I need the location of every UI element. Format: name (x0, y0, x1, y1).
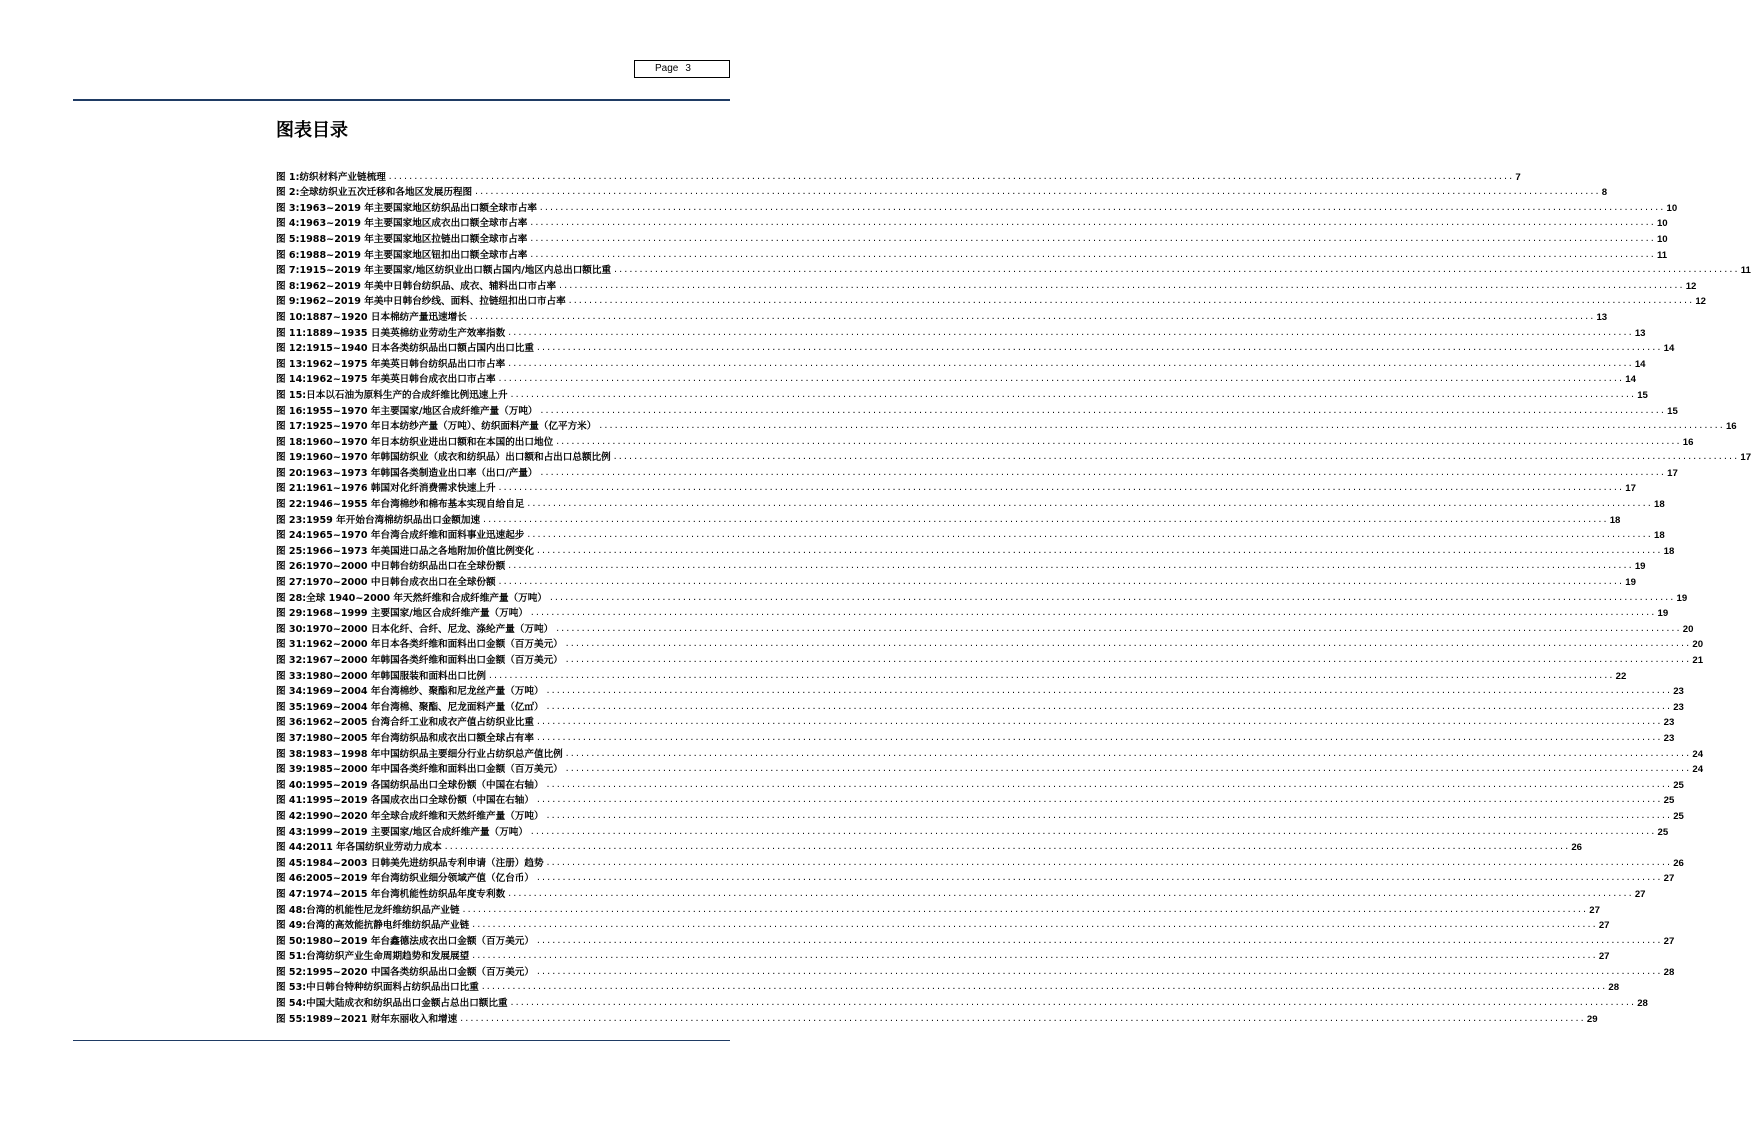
toc-entry-label: 图 49: (276, 920, 307, 932)
toc-entry-title[interactable]: 1915~2019 年主要国家/地区纺织业出口额占国内/地区内总出口额比重 (299, 265, 612, 277)
toc-entry-title[interactable]: 1999~2019 主要国家/地区合成纤维产量（万吨） (306, 826, 528, 838)
toc-entry-title[interactable]: 中日韩台特种纺织面料占纺织品出口比重 (306, 982, 479, 994)
toc-entry[interactable] (276, 526, 1665, 542)
toc-entry[interactable] (276, 541, 1675, 557)
toc-entry-title[interactable]: 1980~2000 年韩国服装和面料出口比例 (306, 670, 487, 682)
toc-leader-dots: ............................................................................................................................................................................................................................ (545, 810, 1672, 820)
toc-entry-page[interactable]: 15 (1637, 389, 1648, 401)
toc-entry[interactable] (276, 728, 1675, 744)
toc-entry-label: 图 30: (276, 623, 307, 635)
toc-entry-label: 图 2: (276, 187, 300, 199)
toc-entry-page[interactable]: 11 (1656, 249, 1668, 261)
toc-entry-title[interactable]: 台湾的高效能抗静电纤维纺织品产业链 (306, 920, 470, 932)
toc-entry-label: 图 28: (276, 592, 307, 604)
toc-entry-page[interactable]: 24 (1692, 764, 1704, 776)
toc-entry-page[interactable]: 13 (1634, 327, 1646, 339)
toc-entry-page[interactable]: 13 (1596, 311, 1608, 323)
toc-leader-dots: ............................................................................................................................................................................................................................ (529, 826, 1656, 836)
toc-entry-label: 图 37: (276, 732, 307, 744)
toc-entry-label: 图 46: (276, 873, 307, 885)
toc-entry[interactable] (276, 791, 1675, 807)
toc-entry-label: 图 21: (276, 483, 307, 495)
toc-entry-page[interactable]: 25 (1673, 810, 1684, 822)
toc-leader-dots: ............................................................................................................................................................................................................................ (443, 842, 1570, 852)
toc-entry[interactable] (276, 370, 1636, 386)
toc-entry[interactable] (276, 214, 1668, 230)
toc-entry-page[interactable]: 17 (1667, 467, 1678, 479)
toc-leader-dots: ............................................................................................................................................................................................................................ (545, 686, 1672, 696)
toc-entry-title[interactable]: 1980~2005 年台湾纺织品和成衣出口额全球占有率 (306, 732, 534, 744)
toc-entry-page[interactable]: 27 (1598, 951, 1610, 963)
toc-leader-dots: ............................................................................................................................................................................................................................ (471, 951, 1597, 961)
toc-entry[interactable] (276, 682, 1684, 698)
toc-leader-dots: ............................................................................................................................................................................................................................ (507, 358, 1633, 368)
toc-entry-label: 图 4: (276, 218, 300, 230)
toc-entry-page[interactable]: 14 (1634, 358, 1646, 370)
toc-entry-label: 图 39: (276, 764, 307, 776)
toc-entry-page[interactable]: 27 (1598, 920, 1610, 932)
toc-entry-page[interactable]: 19 (1676, 592, 1688, 604)
toc-leader-dots: ............................................................................................................................................................................................................................ (564, 639, 1691, 649)
toc-entry[interactable] (276, 261, 1751, 277)
toc-entry-label: 图 45: (276, 857, 307, 869)
toc-entry[interactable] (276, 307, 1608, 323)
toc-entry-page[interactable]: 20 (1682, 623, 1694, 635)
toc-entry-label: 图 19: (276, 452, 307, 464)
toc-entry-page[interactable]: 23 (1663, 732, 1675, 744)
toc-entry-label: 图 29: (276, 608, 307, 620)
toc-entry[interactable] (276, 697, 1684, 713)
toc-entry-title[interactable]: 全球纺织业五次迁移和各地区发展历程图 (299, 187, 473, 199)
toc-entry-label: 图 55: (276, 1013, 307, 1025)
toc-leader-dots: ............................................................................................................................................................................................................................ (555, 436, 1681, 446)
toc-entry-title[interactable]: 1960~1970 年韩国纺织业（成衣和纺织品）出口额和占出口总额比例 (306, 452, 611, 464)
toc-leader-dots: ............................................................................................................................................................................................................................ (545, 701, 1672, 711)
toc-heading: 图表目录 (276, 120, 348, 141)
toc-leader-dots: ............................................................................................................................................................................................................................ (497, 483, 1624, 493)
toc-entry[interactable] (276, 557, 1646, 573)
toc-entry-label: 图 41: (276, 795, 307, 807)
toc-entry-title[interactable]: 1960~1970 年日本纺织业进出口额和在本国的出口地位 (306, 436, 554, 448)
toc-entry-page[interactable]: 25 (1673, 779, 1684, 791)
toc-entry[interactable] (276, 744, 1704, 760)
toc-entry[interactable] (276, 292, 1706, 308)
toc-entry-label: 图 40: (276, 779, 307, 791)
toc-entry-label: 图 22: (276, 499, 307, 511)
toc-leader-dots: ............................................................................................................................................................................................................................ (468, 311, 1595, 321)
toc-leader-dots: ............................................................................................................................................................................................................................ (488, 670, 1614, 680)
toc-entry-page[interactable]: 23 (1673, 686, 1684, 698)
toc-entry-page[interactable]: 18 (1654, 499, 1665, 511)
toc-entry-label: 图 26: (276, 561, 307, 573)
toc-entry[interactable] (276, 978, 1620, 994)
toc-entry[interactable] (276, 775, 1684, 791)
toc-entry-label: 图 31: (276, 639, 307, 651)
toc-entry-label: 图 5: (276, 233, 300, 245)
toc-entry-label: 图 27: (276, 577, 307, 589)
toc-entry-label: 图 11: (276, 327, 307, 339)
toc-leader-dots: ............................................................................................................................................................................................................................ (558, 280, 1684, 290)
toc-entry-title[interactable]: 纺织材料产业链梳理 (299, 171, 386, 183)
toc-leader-dots: ............................................................................................................................................................................................................................ (509, 389, 1636, 399)
toc-entry-page[interactable]: 12 (1695, 296, 1706, 308)
page-label: Page (655, 63, 679, 74)
toc-entry-title[interactable]: 1969~2004 年台湾棉、聚酯、尼龙面料产量（亿㎡） (306, 701, 544, 713)
figure-list (276, 167, 1751, 1025)
toc-entry-title[interactable]: 1990~2020 年全球合成纤维和天然纤维产量（万吨） (306, 810, 544, 822)
toc-entry[interactable] (276, 650, 1704, 666)
toc-entry[interactable] (276, 635, 1704, 651)
toc-entry-page[interactable]: 27 (1589, 904, 1600, 916)
toc-entry-label: 图 42: (276, 810, 307, 822)
toc-entry-page[interactable]: 27 (1663, 873, 1675, 885)
toc-entry[interactable] (276, 993, 1648, 1010)
toc-entry-title[interactable]: 1963~2019 年主要国家地区成衣出口额全球市占率 (299, 218, 528, 230)
toc-entry[interactable] (276, 463, 1678, 479)
toc-entry[interactable] (276, 417, 1737, 433)
toc-entry-title[interactable]: 1963~1973 年韩国各类制造业出口率（出口/产量） (306, 467, 538, 479)
toc-entry-label: 图 10: (276, 311, 307, 323)
toc-entry-label: 图 12: (276, 343, 307, 355)
toc-entry-page[interactable]: 10 (1656, 233, 1668, 245)
toc-entry-label: 图 43: (276, 826, 307, 838)
toc-leader-dots: ............................................................................................................................................................................................................................ (555, 623, 1681, 633)
toc-leader-dots: ............................................................................................................................................................................................................................ (480, 982, 1607, 992)
toc-leader-dots: ............................................................................................................................................................................................................................ (536, 795, 1662, 805)
toc-leader-dots: ............................................................................................................................................................................................................................ (539, 405, 1666, 415)
toc-entry-title[interactable]: 1963~2019 年主要国家地区纺织品出口额全球市占率 (299, 202, 537, 214)
toc-entry-page[interactable]: 26 (1673, 857, 1684, 869)
toc-entry-label: 图 24: (276, 530, 307, 542)
toc-entry[interactable] (276, 869, 1675, 885)
toc-entry-label: 图 35: (276, 701, 307, 713)
toc-leader-dots: ............................................................................................................................................................................................................................ (536, 732, 1662, 742)
toc-entry-label: 图 33: (276, 670, 307, 682)
toc-entry-label: 图 7: (276, 265, 300, 277)
header-rule (73, 99, 730, 101)
toc-entry-title[interactable]: 1962~2000 年日本各类纤维和面料出口金额（百万美元） (306, 639, 563, 651)
toc-entry[interactable] (276, 401, 1678, 417)
toc-entry-page[interactable]: 18 (1609, 514, 1621, 526)
toc-entry-page[interactable]: 20 (1692, 639, 1704, 651)
toc-entry[interactable] (276, 931, 1675, 947)
toc-entry-title[interactable]: 台湾纺织产业生命周期趋势和发展展望 (306, 951, 470, 963)
toc-entry-title[interactable]: 1989~2021 财年东丽收入和增速 (306, 1013, 458, 1025)
toc-entry[interactable] (276, 916, 1610, 932)
toc-entry-page[interactable]: 23 (1663, 717, 1675, 729)
toc-entry[interactable] (276, 760, 1704, 776)
toc-entry-title[interactable]: 1889~1935 日美英棉纺业劳动生产效率指数 (306, 327, 506, 339)
toc-entry-page[interactable]: 19 (1657, 608, 1669, 620)
toc-entry-title[interactable]: 台湾的机能性尼龙纤维纺织品产业链 (306, 904, 460, 916)
toc-leader-dots: ............................................................................................................................................................................................................................ (536, 966, 1662, 976)
toc-entry-label: 图 34: (276, 686, 307, 698)
toc-entry-page[interactable]: 16 (1725, 421, 1737, 433)
toc-entry-title[interactable]: 1995~2019 各国纺织品出口全球份额（中国在右轴） (306, 779, 544, 791)
toc-entry-label: 图 14: (276, 374, 307, 386)
toc-leader-dots: ............................................................................................................................................................................................................................ (474, 187, 1600, 197)
toc-leader-dots: ............................................................................................................................................................................................................................ (536, 545, 1662, 555)
toc-entry[interactable] (276, 198, 1678, 214)
toc-entry-page[interactable]: 11 (1740, 265, 1751, 277)
toc-leader-dots: ............................................................................................................................................................................................................................ (482, 514, 1608, 524)
toc-entry-page[interactable]: 26 (1571, 842, 1582, 854)
toc-entry-label: 图 32: (276, 655, 307, 666)
toc-entry-page[interactable]: 7 (1515, 171, 1521, 183)
toc-entry[interactable] (276, 276, 1697, 292)
page-number-box (634, 60, 730, 78)
toc-leader-dots: ............................................................................................................................................................................................................................ (564, 764, 1691, 774)
toc-entry-page[interactable]: 25 (1663, 795, 1675, 807)
toc-entry-title[interactable]: 日本以石油为原料生产的合成纤维比例迅速上升 (306, 389, 508, 401)
toc-leader-dots: ............................................................................................................................................................................................................................ (567, 296, 1694, 306)
toc-leader-dots: ............................................................................................................................................................................................................................ (536, 343, 1662, 353)
toc-entry-label: 图 9: (276, 296, 300, 308)
toc-entry-label: 图 52: (276, 966, 307, 978)
toc-entry-page[interactable]: 14 (1663, 343, 1675, 355)
toc-entry[interactable] (276, 822, 1669, 838)
toc-entry-title[interactable]: 1967~2000 年韩国各类纤维和面料出口金额（百万美元） (306, 655, 563, 666)
toc-leader-dots: ............................................................................................................................................................................................................................ (526, 499, 1653, 509)
toc-entry[interactable] (276, 884, 1646, 900)
toc-entry-title[interactable]: 全球 1940~2000 年天然纤维和合成纤维产量（万吨） (306, 592, 547, 604)
toc-entry[interactable] (276, 806, 1684, 822)
toc-entry[interactable] (276, 572, 1636, 589)
toc-entry[interactable] (276, 354, 1646, 370)
toc-leader-dots: ............................................................................................................................................................................................................................ (526, 530, 1653, 540)
page-number: 3 (685, 63, 691, 74)
toc-entry[interactable] (276, 448, 1751, 464)
toc-entry-title[interactable]: 1915~1940 日本各类纺织品出口额占国内出口比重 (306, 343, 534, 355)
toc-entry-label: 图 1: (276, 171, 300, 183)
toc-leader-dots: ............................................................................................................................................................................................................................ (536, 873, 1662, 883)
toc-entry[interactable] (276, 494, 1665, 511)
toc-entry-title[interactable]: 1962~2019 年美中日韩台纱线、面料、拉链纽扣出口市占率 (299, 296, 566, 308)
toc-entry-label: 图 18: (276, 436, 307, 448)
toc-entry-title[interactable]: 1959 年开始台湾棉纺织品出口金额加速 (306, 514, 481, 526)
toc-leader-dots: ............................................................................................................................................................................................................................ (598, 421, 1724, 431)
toc-entry-title[interactable]: 1970~2000 中日韩台纺织品出口在全球份额 (306, 561, 506, 573)
toc-leader-dots: ............................................................................................................................................................................................................................ (613, 265, 1739, 275)
toc-leader-dots: ............................................................................................................................................................................................................................ (529, 218, 1655, 228)
toc-entry-page[interactable]: 15 (1667, 405, 1678, 417)
footer-rule (73, 1040, 730, 1041)
toc-entry-label: 图 17: (276, 421, 307, 433)
toc-entry[interactable] (276, 167, 1521, 183)
toc-entry[interactable] (276, 510, 1621, 526)
toc-entry-title[interactable]: 中国大陆成衣和纺织品出口金额占总出口额比重 (306, 998, 508, 1010)
toc-entry-label: 图 44: (276, 842, 307, 854)
toc-entry-page[interactable]: 21 (1692, 655, 1704, 666)
toc-entry[interactable] (276, 183, 1608, 199)
toc-entry-title[interactable]: 1961~1976 韩国对化纤消费需求快速上升 (306, 483, 496, 495)
toc-entry-title[interactable]: 1988~2019 年主要国家地区钮扣出口额全球市占率 (299, 249, 528, 261)
toc-entry-label: 图 50: (276, 935, 307, 947)
toc-entry-title[interactable]: 1962~1975 年美英日韩台纺织品出口市占率 (306, 358, 506, 370)
toc-entry-page[interactable]: 17 (1625, 483, 1636, 495)
toc-entry-title[interactable]: 1962~2019 年美中日韩台纺织品、成衣、辅料出口市占率 (299, 280, 557, 292)
toc-entry-page[interactable]: 17 (1740, 452, 1751, 464)
toc-leader-dots: ............................................................................................................................................................................................................................ (538, 202, 1665, 212)
toc-entry-label: 图 20: (276, 467, 307, 479)
toc-entry-title[interactable]: 1962~2005 台湾合纤工业和成衣产值占纺织业比重 (306, 717, 534, 729)
toc-entry[interactable] (276, 588, 1688, 604)
toc-entry[interactable] (276, 838, 1582, 854)
toc-entry[interactable] (276, 432, 1694, 448)
toc-entry-title[interactable]: 1946~1955 年台湾棉纱和棉布基本实现自给自足 (306, 499, 525, 511)
toc-entry-page[interactable]: 18 (1654, 530, 1665, 542)
toc-entry-page[interactable]: 28 (1663, 966, 1675, 978)
toc-entry[interactable] (276, 479, 1636, 495)
toc-entry-page[interactable]: 16 (1682, 436, 1694, 448)
toc-leader-dots: ............................................................................................................................................................................................................................ (497, 374, 1624, 384)
toc-entry-label: 图 23: (276, 514, 307, 526)
toc-entry-label: 图 48: (276, 904, 307, 916)
toc-entry[interactable] (276, 245, 1668, 261)
toc-entry-page[interactable]: 10 (1666, 202, 1678, 214)
toc-entry-page[interactable]: 10 (1656, 218, 1668, 230)
toc-leader-dots: ............................................................................................................................................................................................................................ (509, 998, 1636, 1008)
toc-entry-title[interactable]: 2011 年各国纺织业劳动力成本 (306, 842, 442, 854)
toc-entry[interactable] (276, 229, 1668, 245)
toc-entry-title[interactable]: 1985~2000 年中国各类纤维和面料出口金额（百万美元） (306, 764, 563, 776)
toc-leader-dots: ............................................................................................................................................................................................................................ (545, 779, 1672, 789)
toc-entry[interactable] (276, 385, 1648, 401)
toc-leader-dots: ............................................................................................................................................................................................................................ (545, 857, 1672, 867)
toc-entry-title[interactable]: 1962~1975 年美英日韩台成衣出口市占率 (306, 374, 496, 386)
toc-entry-page[interactable]: 18 (1663, 545, 1675, 557)
toc-entry[interactable] (276, 962, 1675, 978)
toc-leader-dots: ............................................................................................................................................................................................................................ (529, 249, 1655, 259)
toc-entry-title[interactable]: 1984~2003 日韩美先进纺织品专利申请（注册）趋势 (306, 857, 544, 869)
toc-entry-page[interactable]: 12 (1685, 280, 1697, 292)
toc-entry[interactable] (276, 713, 1675, 729)
toc-entry-page[interactable]: 24 (1692, 748, 1704, 760)
toc-entry-title[interactable]: 1988~2019 年主要国家地区拉链出口额全球市占率 (299, 233, 528, 245)
toc-leader-dots: ............................................................................................................................................................................................................................ (539, 467, 1666, 477)
toc-leader-dots: ............................................................................................................................................................................................................................ (507, 888, 1633, 898)
toc-entry-page[interactable]: 19 (1634, 561, 1646, 573)
toc-entry-title[interactable]: 1970~2000 中日韩台成衣出口在全球份额 (306, 577, 496, 589)
toc-entry-label: 图 47: (276, 888, 307, 900)
toc-entry-label: 图 13: (276, 358, 307, 370)
toc-entry-title[interactable]: 1968~1999 主要国家/地区合成纤维产量（万吨） (306, 608, 528, 620)
toc-entry[interactable] (276, 666, 1627, 682)
toc-leader-dots: ............................................................................................................................................................................................................................ (471, 920, 1597, 930)
toc-entry-label: 图 36: (276, 717, 307, 729)
toc-entry-title[interactable]: 1969~2004 年台湾棉纱、聚酯和尼龙丝产量（万吨） (306, 686, 544, 698)
toc-leader-dots: ............................................................................................................................................................................................................................ (612, 452, 1739, 462)
toc-leader-dots: ............................................................................................................................................................................................................................ (497, 577, 1624, 587)
toc-entry-label: 图 53: (276, 982, 307, 994)
toc-entry-page[interactable]: 27 (1634, 888, 1646, 900)
toc-entry-page[interactable]: 25 (1657, 826, 1669, 838)
toc-entry-title[interactable]: 1974~2015 年台湾机能性纺织品年度专利数 (306, 888, 506, 900)
toc-leader-dots: ............................................................................................................................................................................................................................ (548, 592, 1675, 602)
toc-entry-title[interactable]: 2005~2019 年台湾纺织业细分领域产值（亿台币） (306, 873, 534, 885)
toc-leader-dots: ............................................................................................................................................................................................................................ (529, 608, 1656, 618)
toc-entry[interactable] (276, 323, 1646, 339)
toc-entry-label: 图 16: (276, 405, 307, 417)
toc-leader-dots: ............................................................................................................................................................................................................................ (459, 1013, 1585, 1023)
toc-entry-label: 图 3: (276, 202, 300, 214)
toc-leader-dots: ............................................................................................................................................................................................................................ (564, 655, 1691, 664)
toc-entry[interactable] (276, 1009, 1598, 1025)
toc-entry-label: 图 54: (276, 998, 307, 1010)
toc-entry[interactable] (276, 900, 1600, 916)
toc-entry-title[interactable]: 1955~1970 年主要国家/地区合成纤维产量（万吨） (306, 405, 538, 417)
toc-entry-title[interactable]: 1980~2019 年台鑫德法成衣出口金额（百万美元） (306, 935, 534, 947)
toc-entry-page[interactable]: 8 (1601, 187, 1608, 199)
toc-entry-page[interactable]: 19 (1625, 577, 1636, 589)
toc-entry[interactable] (276, 853, 1684, 869)
toc-entry-page[interactable]: 14 (1625, 374, 1636, 386)
toc-leader-dots: ............................................................................................................................................................................................................................ (387, 171, 1514, 181)
toc-entry-title[interactable]: 1995~2019 各国成衣出口全球份额（中国在右轴） (306, 795, 534, 807)
toc-entry-label: 图 51: (276, 951, 307, 963)
toc-entry-page[interactable]: 27 (1663, 935, 1675, 947)
toc-entry-label: 图 25: (276, 545, 307, 557)
toc-leader-dots: ............................................................................................................................................................................................................................ (529, 233, 1655, 243)
toc-entry-label: 图 8: (276, 280, 300, 292)
toc-entry-title[interactable]: 1925~1970 年日本纺纱产量（万吨）、纺织面料产量（亿平方米） (306, 421, 597, 433)
toc-entry-label: 图 38: (276, 748, 307, 760)
toc-entry-title[interactable]: 1887~1920 日本棉纺产量迅速增长 (306, 311, 467, 323)
toc-leader-dots: ............................................................................................................................................................................................................................ (564, 748, 1691, 758)
toc-entry-page[interactable]: 28 (1637, 998, 1648, 1010)
toc-entry[interactable] (276, 339, 1675, 355)
toc-leader-dots: ............................................................................................................................................................................................................................ (507, 561, 1633, 571)
toc-entry-page[interactable]: 23 (1673, 701, 1684, 713)
toc-entry-label: 图 15: (276, 389, 307, 401)
toc-entry-title[interactable]: 1983~1998 年中国纺织品主要细分行业占纺织总产值比例 (306, 748, 563, 760)
toc-entry-title[interactable]: 1995~2020 中国各类纺织品出口金额（百万美元） (306, 966, 534, 978)
toc-leader-dots: ............................................................................................................................................................................................................................ (461, 904, 1588, 914)
toc-entry-page[interactable]: 22 (1615, 670, 1627, 682)
toc-entry[interactable] (276, 619, 1694, 635)
toc-entry-title[interactable]: 1966~1973 年美国进口品之各地附加价值比例变化 (306, 545, 534, 557)
toc-entry-page[interactable]: 29 (1586, 1013, 1598, 1025)
toc-leader-dots: ............................................................................................................................................................................................................................ (536, 717, 1662, 727)
toc-entry-title[interactable]: 1970~2000 日本化纤、合纤、尼龙、涤纶产量（万吨） (306, 623, 554, 635)
toc-entry[interactable] (276, 604, 1669, 620)
toc-leader-dots: ............................................................................................................................................................................................................................ (507, 327, 1633, 337)
toc-entry-page[interactable]: 28 (1608, 982, 1620, 994)
toc-entry[interactable] (276, 947, 1610, 963)
toc-entry-label: 图 6: (276, 249, 300, 261)
toc-leader-dots: ............................................................................................................................................................................................................................ (536, 935, 1662, 945)
toc-entry-title[interactable]: 1965~1970 年台湾合成纤维和面料事业迅速起步 (306, 530, 525, 542)
